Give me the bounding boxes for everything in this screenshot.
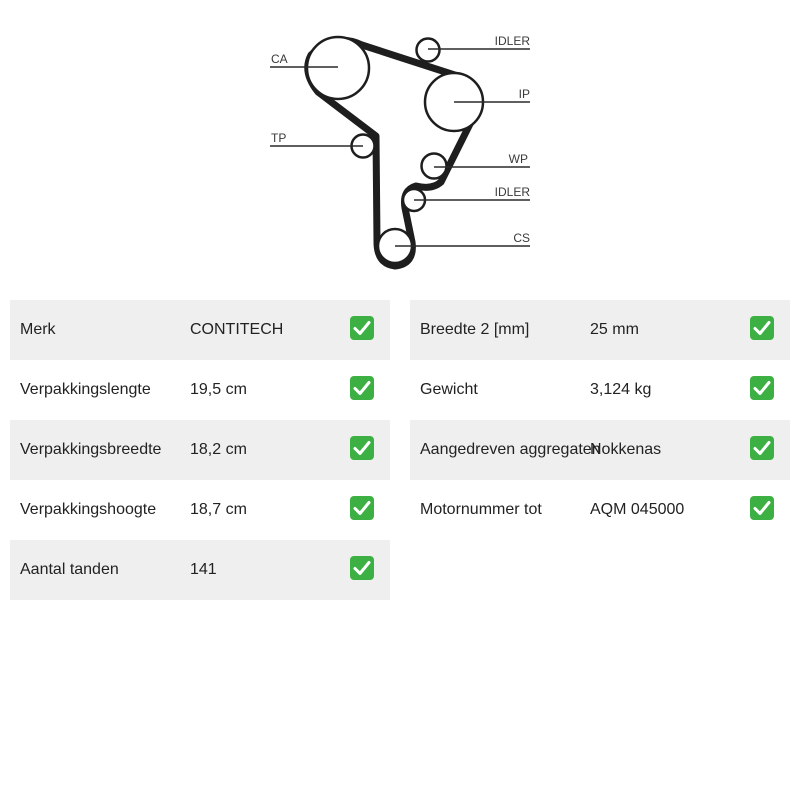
spec-row (410, 420, 790, 480)
check-icon (350, 316, 374, 340)
check-icon (350, 376, 374, 400)
timing-belt-diagram (0, 0, 800, 290)
wp-label: WP (508, 152, 528, 166)
spec-label: Merk (20, 321, 56, 338)
check-icon (750, 376, 774, 400)
spec-value: AQM 045000 (590, 501, 685, 518)
spec-row (10, 300, 390, 360)
spec-table-right (410, 300, 790, 540)
spec-label: Aangedreven aggregaten (420, 441, 601, 458)
spec-row (10, 420, 390, 480)
spec-value: 25 mm (590, 321, 639, 338)
spec-label: Verpakkingshoogte (20, 501, 157, 518)
spec-value: Nokkenas (590, 441, 662, 458)
check-icon (350, 496, 374, 520)
spec-value: 18,2 cm (190, 441, 247, 458)
spec-value: 3,124 kg (590, 381, 652, 398)
check-icon (350, 556, 374, 580)
spec-value: 141 (190, 561, 217, 578)
cs-label: CS (513, 231, 530, 245)
spec-label: Motornummer tot (420, 501, 542, 518)
spec-row (410, 480, 790, 540)
spec-label: Verpakkingslengte (20, 381, 151, 398)
check-icon (750, 496, 774, 520)
ca-pulley (307, 37, 369, 99)
spec-label: Verpakkingsbreedte (20, 441, 162, 458)
ca-label: CA (271, 52, 288, 66)
belt-routing-svg (0, 0, 800, 290)
spec-row (10, 360, 390, 420)
tp-label: TP (271, 131, 287, 145)
check-icon (750, 436, 774, 460)
idler-top-label: IDLER (494, 34, 530, 48)
check-icon (350, 436, 374, 460)
spec-label: Breedte 2 [mm] (420, 321, 530, 338)
idler-top-pulley (417, 39, 440, 62)
spec-label: Aantal tanden (20, 561, 119, 578)
spec-value: 18,7 cm (190, 501, 247, 518)
spec-row (410, 300, 790, 360)
spec-row (10, 540, 390, 600)
spec-value: CONTITECH (190, 321, 284, 338)
spec-row (410, 360, 790, 420)
idler-bottom-label: IDLER (494, 185, 530, 199)
spec-table-left (10, 300, 390, 600)
spec-value: 19,5 cm (190, 381, 247, 398)
spec-label: Gewicht (420, 381, 478, 398)
check-icon (750, 316, 774, 340)
spec-row (10, 480, 390, 540)
wp-pulley (422, 154, 447, 179)
ip-label: IP (518, 87, 530, 101)
